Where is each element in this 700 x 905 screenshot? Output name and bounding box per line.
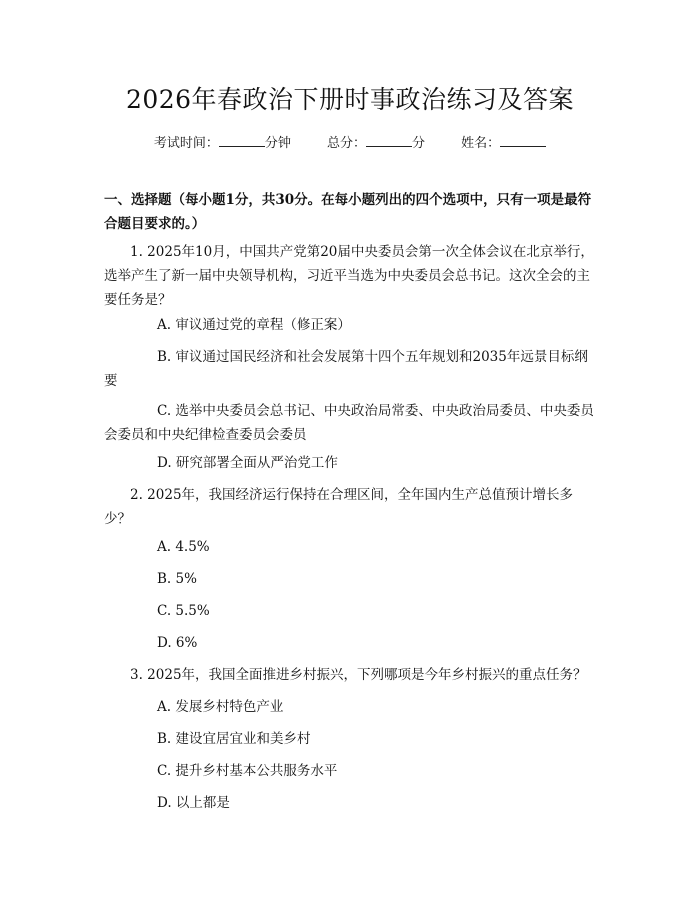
question-2-option-d: D. 6% bbox=[157, 635, 198, 651]
page-title: 2026年春政治下册时事政治练习及答案 bbox=[125, 85, 575, 114]
question-1-option-b: B. 审议通过国民经济和社会发展第十四个五年规划和2035年远景目标纲要 bbox=[104, 349, 588, 389]
question-2-option-b: B. 5% bbox=[157, 571, 197, 587]
question-3-option-c: C. 提升乡村基本公共服务水平 bbox=[157, 763, 338, 779]
question-2-stem: 2. 2025年，我国经济运行保持在合理区间，全年国内生产总值预计增长多少？ bbox=[104, 487, 574, 527]
student-name-blank bbox=[500, 135, 546, 147]
exam-time-label: 考试时间： bbox=[153, 136, 219, 151]
exam-time-field bbox=[154, 136, 291, 151]
total-score-label: 总分： bbox=[326, 136, 366, 151]
question-3-option-d: D. 以上都是 bbox=[157, 795, 230, 811]
question-1-option-a: A. 审议通过党的章程（修正案） bbox=[157, 317, 351, 333]
section-heading: 一、选择题（每小题1分，共30分。在每小题列出的四个选项中，只有一项是最符合题目要求的。） bbox=[104, 192, 592, 232]
question-3-option-b: B. 建设宜居宜业和美乡村 bbox=[157, 731, 311, 747]
question-3-option-a: A. 发展乡村特色产业 bbox=[157, 699, 284, 715]
total-score-field bbox=[327, 136, 425, 151]
total-score-unit: 分 bbox=[412, 136, 426, 151]
question-1-option-c: C. 选举中央委员会总书记、中央政治局常委、中央政治局委员、中央委员会委员和中央纪律检查委员会委员 bbox=[104, 403, 594, 443]
student-name-field bbox=[461, 136, 546, 151]
student-name-label: 姓名： bbox=[461, 136, 501, 151]
total-score-blank bbox=[366, 135, 412, 147]
question-1-option-d: D. 研究部署全面从严治党工作 bbox=[157, 455, 338, 471]
exam-time-unit: 分钟 bbox=[264, 136, 291, 151]
exam-time-blank bbox=[219, 135, 265, 147]
exam-info-line bbox=[0, 132, 700, 151]
question-3-stem: 3. 2025年，我国全面推进乡村振兴，下列哪项是今年乡村振兴的重点任务？ bbox=[130, 667, 587, 683]
question-2-option-c: C. 5.5% bbox=[157, 603, 210, 619]
question-1-stem: 1. 2025年10月，中国共产党第20届中央委员会第一次全体会议在北京举行，选举产生了新一届中央领导机构，习近平当选为中央委员会总书记。这次全会的主要任务是？ bbox=[104, 244, 594, 308]
question-2-option-a: A. 4.5% bbox=[157, 539, 210, 555]
